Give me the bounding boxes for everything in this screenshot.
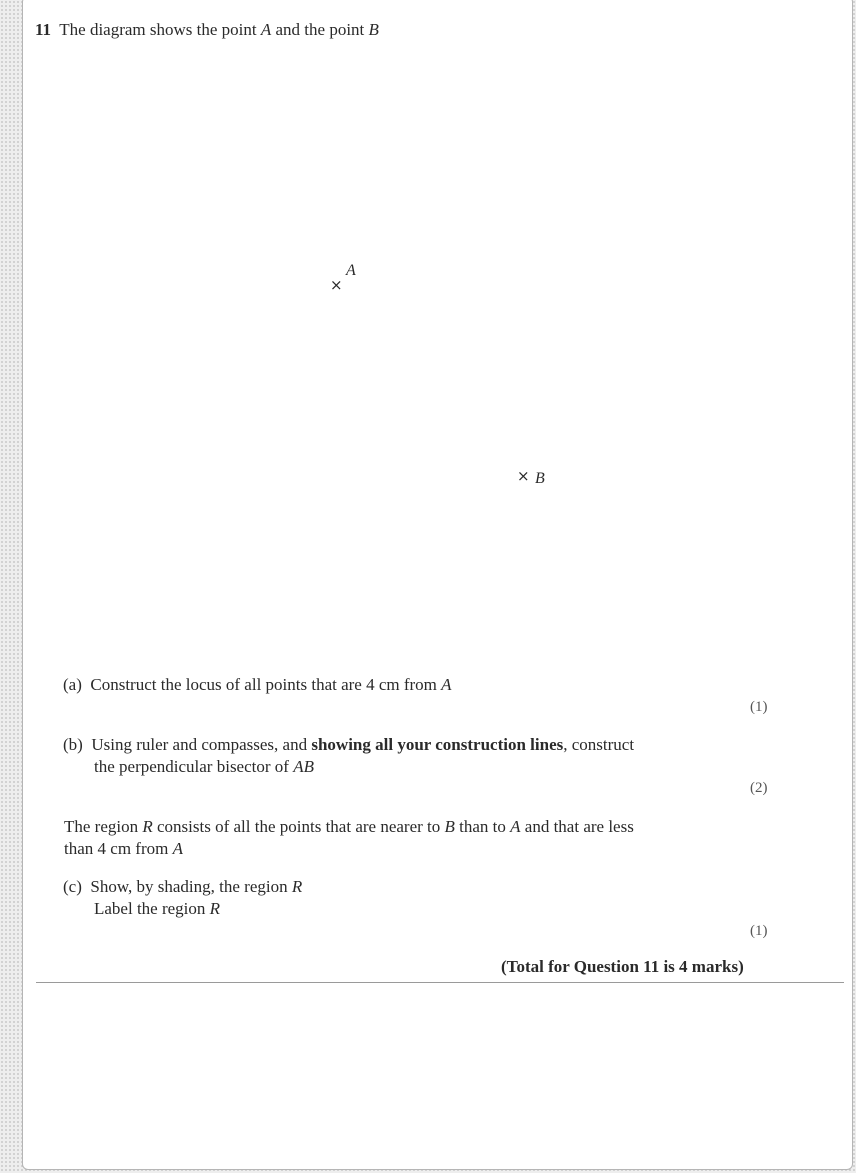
part-c-text1: Show, by shading, the region R [90, 877, 303, 896]
part-b-text-after: , construct [563, 735, 635, 754]
part-c-line1 [63, 876, 302, 898]
part-b-letter: (b) [63, 735, 83, 754]
part-a-letter: (a) [63, 675, 82, 694]
point-a-label: A [346, 262, 356, 279]
part-a [63, 674, 452, 696]
part-a-text: Construct the locus of all points that are 4 cm from A [90, 675, 452, 694]
part-c-line2: Label the region R [94, 899, 221, 918]
point-b-cross: × [517, 467, 530, 485]
part-c-letter: (c) [63, 877, 82, 896]
part-b-marks: (2) [750, 780, 768, 796]
question-number: 11 [35, 20, 52, 39]
question-total: (Total for Question 11 is 4 marks) [501, 957, 744, 976]
question-divider [36, 982, 844, 983]
exam-page [22, 0, 853, 1170]
point-a-cross: × [330, 276, 343, 294]
question-header [35, 19, 379, 41]
region-text-line2: than 4 cm from A [64, 839, 183, 858]
point-b-label: B [535, 470, 545, 487]
part-b-line1 [63, 734, 634, 756]
part-a-marks: (1) [750, 699, 768, 715]
part-b-text-before: Using ruler and compasses, and [91, 735, 312, 754]
part-c-marks: (1) [750, 923, 768, 939]
region-text-line1: The region R consists of all the points that are nearer to B than to A and that are less [64, 817, 634, 836]
part-b-text-bold: showing all your construction lines [311, 735, 564, 754]
question-stem: The diagram shows the point A and the point B [59, 20, 379, 39]
part-b-line2: the perpendicular bisector of AB [94, 757, 314, 776]
